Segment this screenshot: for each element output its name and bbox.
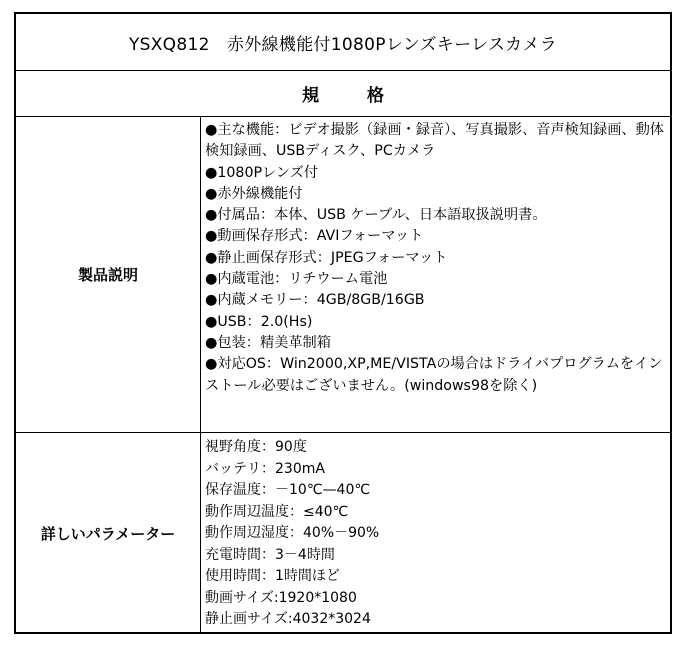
- section-label: 詳しいパラメーター: [40, 525, 176, 543]
- product-description-content: [201, 116, 670, 432]
- parameter-item: 保存温度：－10℃—40℃: [205, 482, 371, 498]
- feature-item: ●赤外線機能付: [205, 185, 303, 202]
- feature-item: ●内蔵電池：リチウーム電池: [205, 271, 388, 288]
- parameters-content: [201, 433, 670, 634]
- feature-item: ●付属品：本体、USB ケーブル、日本語取扱説明書。: [205, 207, 547, 224]
- feature-item: ●動画保存形式：AVIフォーマット: [205, 228, 424, 245]
- parameter-item: バッテリ：230mA: [205, 460, 325, 477]
- product-title: [16, 14, 670, 71]
- parameter-item: 動作周辺湿度：40%－90%: [205, 525, 380, 541]
- product-description-label: [16, 116, 201, 432]
- parameter-item: 動画サイズ:1920*1080: [205, 589, 357, 606]
- parameter-item: 静止画サイズ:4032*3024: [205, 611, 371, 627]
- parameter-item: 使用時間：1時間ほど: [205, 568, 340, 584]
- parameters-label: [16, 433, 201, 634]
- parameters-section: [16, 433, 670, 634]
- section-label: 製品説明: [77, 265, 138, 284]
- feature-item: ●主な機能：ビデオ撮影（録画・録音）、写真撮影、音声検知録画、動体検知録画、USBディスク、PCカメラ: [205, 122, 664, 160]
- feature-item: ●静止画保存形式：JPEGフォーマット: [205, 249, 448, 266]
- spec-table: [14, 12, 672, 634]
- parameter-item: 視野角度：90度: [205, 439, 307, 455]
- spec-header-text: 規格: [302, 85, 432, 106]
- product-title-text: YSXQ812 赤外線機能付1080Pレンズキーレスカメラ: [128, 34, 558, 55]
- parameter-item: 充電時間：3－4時間: [205, 546, 335, 563]
- feature-item: ●1080Pレンズ付: [205, 164, 319, 181]
- parameter-item: 動作周辺温度：≤40℃: [205, 503, 349, 520]
- feature-item: ●USB：2.0(Hs): [205, 313, 313, 330]
- feature-item: ●対応OS：Win2000,XP,ME/VISTAの場合はドライバプログラムをインストール必要はございません。(windows98を除く): [205, 356, 663, 394]
- spec-header: [16, 70, 670, 117]
- product-description-section: [16, 116, 670, 433]
- feature-item: ●包装：精美革制箱: [205, 334, 331, 351]
- feature-item: ●内蔵メモリー：4GB/8GB/16GB: [205, 292, 425, 309]
